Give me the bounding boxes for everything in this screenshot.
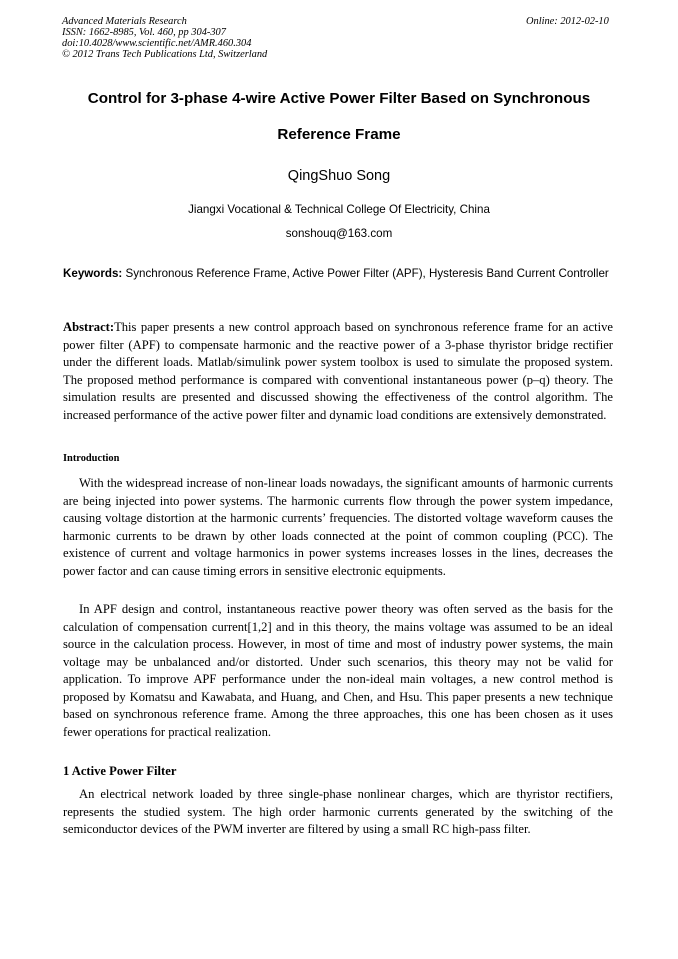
abstract-block [63, 319, 613, 424]
doi-line: doi:10.4028/www.scientific.net/AMR.460.304 [62, 38, 252, 49]
intro-paragraph-1: With the widespread increase of non-linear loads nowadays, the significant amounts of harmonic currents are being injected into power systems. The harmonic currents flow through the power system impedance, causing voltage distortion at the harmonic currents’ frequencies. The distorted voltage waveform causes the harmonic currents to be drawn by other loads connected at the point of common coupling (PCC). The existence of current and voltage harmonics in power systems increases losses in the lines, decreases the power factor and can cause timing errors in sensitive electronic equipments. [63, 476, 613, 578]
keywords-block [63, 264, 613, 283]
journal-header [62, 16, 267, 60]
section-heading-introduction: Introduction [63, 453, 120, 464]
paper-title-line-1: Control for 3-phase 4-wire Active Power Filter Based on Synchronous [87, 90, 591, 107]
journal-name: Advanced Materials Research [62, 16, 187, 27]
keywords-text: Synchronous Reference Frame, Active Power Filter (APF), Hysteresis Band Current Controller [125, 267, 609, 280]
issn-line: ISSN: 1662-8985, Vol. 460, pp 304-307 [62, 27, 226, 38]
online-date: Online: 2012-02-10 [526, 16, 609, 27]
intro-paragraph-2: In APF design and control, instantaneous reactive power theory was often served as the basis for the calculation of compensation current[1,2] and in this theory, the mains voltage was assumed to be an ideal source in the calculation process. However, in most of time and most of industry power systems, the main voltage may be unbalanced and/or distorted. Under such scenarios, this theory may not be valid for application. To improve APF performance under the non-ideal main voltages, a new control method is proposed by Komatsu and Kawabata, and Huang, and Chen, and Hsu. This paper presents a new technique based on synchronous reference frame. Among the three approaches, this one has been chosen as it uses fewer operations for practical realization. [63, 602, 613, 739]
section-heading-active-power-filter: 1 Active Power Filter [63, 764, 177, 778]
apf-paragraph-1: An electrical network loaded by three single-phase nonlinear charges, which are thyristor rectifiers, represents the studied system. The high order harmonic currents generated by the switching of the semiconductor devices of the PWM inverter are filtered by using a small RC high-pass filter. [63, 787, 613, 836]
keywords-label: Keywords: [63, 267, 123, 280]
author-name: QingShuo Song [287, 168, 391, 184]
author-affiliation: Jiangxi Vocational & Technical College Of Electricity, China [188, 203, 490, 216]
abstract-text: This paper presents a new control approach based on synchronous reference frame for an active power filter (APF) to compensate harmonic and the reactive power of a 3-phase thyristor bridge rectifier under the different loads. Matlab/simulink power system toolbox is used to simulate the proposed system. The proposed method performance is compared with conventional instantaneous power (p–q) theory. The simulation results are presented and discussed showing the effectiveness of the control algorithm. The increased performance of the active power filter and dynamic load conditions are extensively demonstrated. [63, 320, 613, 422]
abstract-label: Abstract: [63, 320, 115, 334]
copyright-line: © 2012 Trans Tech Publications Ltd, Switzerland [62, 49, 268, 60]
author-email: sonshouq@163.com [285, 227, 393, 240]
paper-title-line-2: Reference Frame [277, 126, 401, 143]
